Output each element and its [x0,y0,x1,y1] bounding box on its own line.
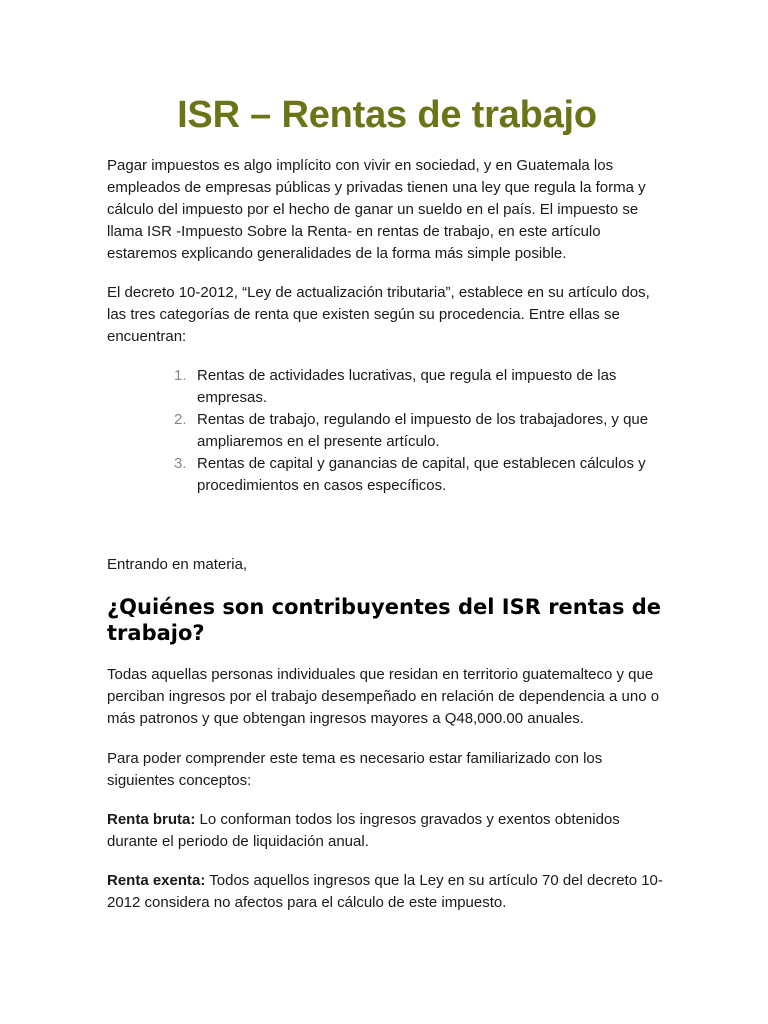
list-number: 2. [174,411,187,428]
list-number: 3. [174,455,187,472]
definition-exempt-income [107,870,667,914]
contributors-paragraph: Todas aquellas personas individuales que residan en territorio guatemalteco y que perciban ingresos por el trabajo desempeñado en relación de dependencia a uno o más patronos y que obtengan ingresos mayores a Q48,000.00 anuales. [107,666,660,727]
section-heading: ¿Quiénes son contribuyentes del ISR rentas de trabajo? [107,595,662,645]
definition-term: Renta exenta: [107,872,206,889]
decree-paragraph: El decreto 10-2012, “Ley de actualización tributaria”, establece en su artículo dos, las tres categorías de renta que existen según su procedencia. Entre ellas se encuentran: [107,284,650,345]
list-item [174,365,667,409]
document-page [107,88,667,914]
list-item [174,453,667,497]
page-title: ISR – Rentas de trabajo [177,94,597,136]
definition-text: Todos aquellos ingresos que la Ley en su artículo 70 del decreto 10-2012 considera no afectos para el cálculo de este impuesto. [107,872,663,911]
list-number: 1. [174,367,187,384]
definition-gross-income [107,809,667,853]
list-item [174,409,667,453]
definition-term: Renta bruta: [107,811,196,828]
list-item-text: Rentas de actividades lucrativas, que regula el impuesto de las empresas. [197,367,617,406]
list-item-text: Rentas de capital y ganancias de capital, que establecen cálculos y procedimientos en casos específicos. [197,455,646,494]
definition-text: Lo conforman todos los ingresos gravados y exentos obtenidos durante el periodo de liquidación anual. [107,811,620,850]
concepts-intro-paragraph: Para poder comprender este tema es necesario estar familiarizado con los siguientes conceptos: [107,750,603,789]
list-item-text: Rentas de trabajo, regulando el impuesto de los trabajadores, y que ampliaremos en el presente artículo. [197,411,649,450]
transition-paragraph: Entrando en materia, [107,556,248,573]
income-categories-list [107,365,667,497]
intro-paragraph: Pagar impuestos es algo implícito con vivir en sociedad, y en Guatemala los empleados de empresas públicas y privadas tienen una ley que regula la forma y cálculo del impuesto por el hecho de ganar un sueldo en el país. El impuesto se llama ISR -Impuesto Sobre la Renta- en rentas de trabajo, en este artículo estaremos explicando generalidades de la forma más simple posible. [107,157,646,262]
